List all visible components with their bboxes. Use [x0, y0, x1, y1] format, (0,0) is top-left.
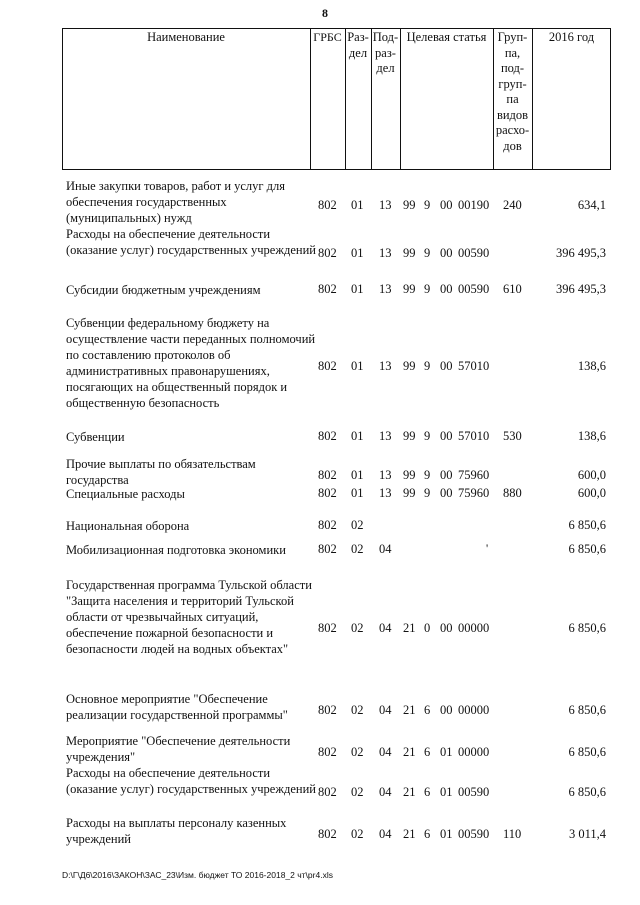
row-amount: 6 850,6: [568, 621, 606, 635]
row-cs4: 75960: [458, 468, 490, 482]
row-rz: 02: [351, 785, 364, 799]
row-pr: 13: [379, 282, 392, 296]
row-pr: 04: [379, 703, 392, 717]
table-row: [0, 282, 640, 298]
row-amount: 138,6: [577, 429, 606, 443]
row-cs2: 9: [424, 246, 431, 260]
table-row: [0, 765, 640, 813]
row-rz: 02: [351, 542, 364, 556]
row-cs4: 00590: [458, 827, 490, 841]
table-row: [0, 226, 640, 274]
row-cs1: 99: [403, 246, 416, 260]
table-row: [0, 815, 640, 847]
table-row: [0, 315, 640, 415]
row-cs2: 9: [424, 359, 431, 373]
header-name: Наименование: [147, 30, 225, 44]
row-pr: 13: [379, 429, 392, 443]
row-cs2: 6: [424, 703, 431, 717]
row-rz: 01: [351, 468, 364, 482]
row-rz: 01: [351, 198, 364, 212]
row-grbs: 802: [318, 542, 337, 556]
row-vr: 110: [503, 827, 522, 841]
row-grbs: 802: [318, 486, 337, 500]
row-rz: 01: [351, 429, 364, 443]
row-rz: 01: [351, 246, 364, 260]
row-name: Прочие выплаты по обязательствам государства: [66, 457, 256, 487]
row-rz: 02: [351, 518, 364, 532]
row-pr: 04: [379, 785, 392, 799]
row-cs4: 00000: [458, 621, 490, 635]
table-row: [0, 691, 640, 723]
row-cs3: 01: [440, 745, 453, 759]
row-name: Субвенции федеральному бюджету на осуществление части переданных полномочий по составлению протоколов об административных правонарушениях, посягающих на общественный порядок и общественную безопасность: [66, 316, 316, 410]
row-cs3: 00: [440, 703, 453, 717]
row-cs4: 00000: [458, 703, 490, 717]
row-grbs: 802: [318, 621, 337, 635]
row-amount: 138,6: [577, 359, 606, 373]
row-cs1: 99: [403, 486, 416, 500]
row-rz: 01: [351, 486, 364, 500]
row-cs4: 00590: [458, 282, 490, 296]
table-row: [0, 429, 640, 445]
header-group: Груп- па, под- груп- па видов расхо- дов: [495, 30, 530, 153]
row-grbs: 802: [318, 745, 337, 759]
row-grbs: 802: [318, 246, 337, 260]
row-cs4: 57010: [458, 359, 490, 373]
row-cs2: 0: [424, 621, 431, 635]
row-grbs: 802: [318, 282, 337, 296]
row-cs2: 6: [424, 827, 431, 841]
row-pr: 13: [379, 468, 392, 482]
column-divider: [310, 28, 311, 170]
header-target: Целевая статья: [406, 30, 487, 44]
row-grbs: 802: [318, 827, 337, 841]
row-vr: 240: [503, 198, 522, 212]
row-rz: 02: [351, 621, 364, 635]
row-cs3: 00: [440, 429, 453, 443]
table-row: [0, 577, 640, 673]
row-cs1: 99: [403, 429, 416, 443]
row-pr: 04: [379, 621, 392, 635]
row-pr: 04: [379, 542, 392, 556]
table-row: [0, 486, 640, 502]
row-grbs: 802: [318, 468, 337, 482]
row-grbs: 802: [318, 703, 337, 717]
row-cs3: 00: [440, 621, 453, 635]
row-pr: 13: [379, 198, 392, 212]
row-amount: 6 850,6: [568, 542, 606, 556]
row-grbs: 802: [318, 429, 337, 443]
row-cs3: 00: [440, 282, 453, 296]
row-cs4: 75960: [458, 486, 490, 500]
table-row: [0, 733, 640, 765]
row-pr: 04: [379, 827, 392, 841]
row-cs4: 00190: [458, 198, 490, 212]
row-name: Национальная оборона: [66, 519, 190, 533]
row-cs3: 00: [440, 359, 453, 373]
row-name: Расходы на обеспечение деятельности (оказание услуг) государственных учреждений: [66, 227, 316, 257]
row-name: Мобилизационная подготовка экономики: [66, 543, 286, 557]
row-rz: 02: [351, 745, 364, 759]
row-amount: 396 495,3: [556, 282, 606, 296]
row-name: Иные закупки товаров, работ и услуг для обеспечения государственных (муниципальных) нужд: [66, 179, 286, 225]
row-cs2: 9: [424, 486, 431, 500]
row-cs1: 21: [403, 785, 416, 799]
row-rz: 01: [351, 359, 364, 373]
row-grbs: 802: [318, 198, 337, 212]
row-amount: 634,1: [577, 198, 606, 212]
row-cs3: 00: [440, 486, 453, 500]
row-name: Основное мероприятие "Обеспечение реализации государственной программы": [66, 692, 288, 722]
row-vr: 530: [503, 429, 522, 443]
row-grbs: 802: [318, 518, 337, 532]
header-razdel: Раз- дел: [347, 30, 369, 60]
table-row: [0, 518, 640, 534]
row-cs1: 21: [403, 827, 416, 841]
header-year: 2016 год: [548, 30, 595, 44]
row-cs3: 01: [440, 785, 453, 799]
row-pr: 13: [379, 246, 392, 260]
row-name: Субвенции: [66, 430, 125, 444]
column-divider: [532, 28, 533, 170]
file-path-footer: D:\Г\Д6\2016\ЗАКОН\ЗАС_23\Изм. бюджет ТО 2016-2018_2 чт\pr4.xls: [62, 870, 333, 880]
table-row: [0, 456, 640, 488]
row-name: Специальные расходы: [66, 487, 185, 501]
row-amount: 396 495,3: [556, 246, 606, 260]
row-name: Мероприятие "Обеспечение деятельности учреждения": [66, 734, 291, 764]
row-name: Расходы на обеспечение деятельности (оказание услуг) государственных учреждений: [66, 766, 316, 796]
row-cs1: 21: [403, 703, 416, 717]
row-cs4: 00590: [458, 785, 490, 799]
row-cs4: 00590: [458, 246, 490, 260]
row-grbs: 802: [318, 359, 337, 373]
row-rz: 01: [351, 282, 364, 296]
row-amount: 6 850,6: [568, 703, 606, 717]
page-number: 8: [322, 6, 328, 20]
row-cs2: 6: [424, 745, 431, 759]
header-podrazdel: Под- раз- дел: [372, 30, 399, 75]
row-pr: 13: [379, 359, 392, 373]
row-cs2: 6: [424, 785, 431, 799]
row-cs2: 9: [424, 282, 431, 296]
row-rz: 02: [351, 827, 364, 841]
row-cs3: 01: [440, 827, 453, 841]
row-cs3: 00: [440, 198, 453, 212]
row-amount: 600,0: [577, 468, 606, 482]
row-cs1: 99: [403, 198, 416, 212]
row-cs2: 9: [424, 429, 431, 443]
row-cs4: 57010: [458, 429, 490, 443]
row-grbs: 802: [318, 785, 337, 799]
column-divider: [400, 28, 401, 170]
row-vr: 880: [503, 486, 522, 500]
row-name: Расходы на выплаты персоналу казенных учреждений: [66, 816, 287, 846]
row-cs2: 9: [424, 468, 431, 482]
row-cs1: 21: [403, 745, 416, 759]
row-amount: 6 850,6: [568, 785, 606, 799]
row-rz: 02: [351, 703, 364, 717]
row-pr: 04: [379, 745, 392, 759]
table-row: [0, 542, 640, 558]
row-cs1: 99: [403, 468, 416, 482]
table-row: [0, 178, 640, 226]
row-amount: 6 850,6: [568, 745, 606, 759]
row-cs1: 99: [403, 359, 416, 373]
row-name: Государственная программа Тульской области "Защита населения и территорий Тульской области от чрезвычайных ситуаций, обеспечение пожарной безопасности и безопасности людей на водных объектах": [66, 578, 312, 656]
stray-mark: ': [486, 541, 489, 555]
header-grbs: ГРБС: [313, 30, 342, 44]
row-cs1: 99: [403, 282, 416, 296]
row-cs4: 00000: [458, 745, 490, 759]
row-amount: 600,0: [577, 486, 606, 500]
row-amount: 3 011,4: [568, 827, 606, 841]
row-pr: 13: [379, 486, 392, 500]
row-cs3: 00: [440, 468, 453, 482]
row-cs3: 00: [440, 246, 453, 260]
row-amount: 6 850,6: [568, 518, 606, 532]
row-vr: 610: [503, 282, 522, 296]
row-name: Субсидии бюджетным учреждениям: [66, 283, 261, 297]
row-cs2: 9: [424, 198, 431, 212]
row-cs1: 21: [403, 621, 416, 635]
